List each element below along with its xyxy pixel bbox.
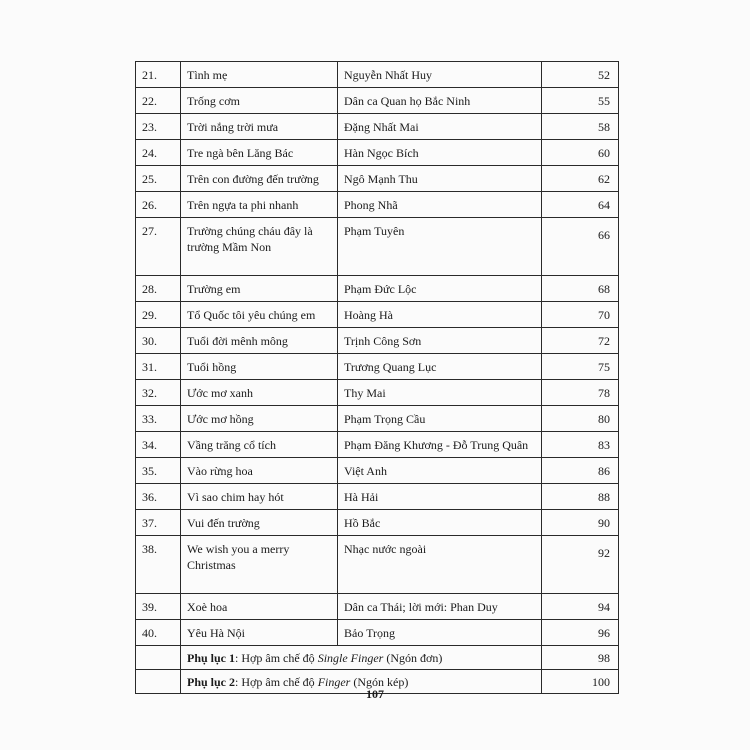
entry-number: 25. [136,166,181,192]
song-title: Ước mơ hồng [181,406,338,432]
song-author: Phạm Trọng Cầu [338,406,542,432]
song-title [181,536,338,594]
song-author: Dân ca Thái; lời mới: Phan Duy [338,594,542,620]
page-ref: 90 [542,510,619,536]
song-author: Phạm Đăng Khương - Đỗ Trung Quân [338,432,542,458]
song-author: Ngô Mạnh Thu [338,166,542,192]
song-title: Yêu Hà Nội [181,620,338,646]
page-ref: 68 [542,276,619,302]
song-title-line-1: Trường chúng cháu đây là [187,224,313,238]
song-author: Việt Anh [338,458,542,484]
table-row [136,484,619,510]
entry-number: 37. [136,510,181,536]
song-author: Đặng Nhất Mai [338,114,542,140]
entry-number: 30. [136,328,181,354]
table-row [136,218,619,276]
song-author: Trương Quang Lục [338,354,542,380]
page-ref: 75 [542,354,619,380]
page-number: 107 [366,687,384,701]
song-author: Trịnh Công Sơn [338,328,542,354]
entry-number: 22. [136,88,181,114]
song-author: Hồ Bắc [338,510,542,536]
page-ref: 94 [542,594,619,620]
entry-number: 36. [136,484,181,510]
page-ref: 83 [542,432,619,458]
entry-number: 27. [136,218,181,276]
song-author: Hà Hải [338,484,542,510]
page-ref: 52 [542,62,619,88]
table-row [136,620,619,646]
song-author: Nhạc nước ngoài [338,536,542,594]
song-title [181,218,338,276]
song-author: Hoàng Hà [338,302,542,328]
page-ref: 78 [542,380,619,406]
song-title-line-1: We wish you a merry [187,542,290,556]
table-row [136,114,619,140]
song-title: Tình mẹ [181,62,338,88]
appendix-suffix: (Ngón đơn) [383,650,443,665]
song-author: Nguyễn Nhất Huy [338,62,542,88]
entry-number: 24. [136,140,181,166]
page-ref: 92 [542,536,619,594]
page-ref: 100 [542,670,619,694]
song-author: Phong Nhã [338,192,542,218]
entry-number: 34. [136,432,181,458]
blank-cell [136,646,181,670]
song-title: Vào rừng hoa [181,458,338,484]
appendix-prefix: : Hợp âm chế độ [235,650,318,665]
page-ref: 72 [542,328,619,354]
page-ref: 98 [542,646,619,670]
page-ref: 64 [542,192,619,218]
song-title: Trời nắng trời mưa [181,114,338,140]
page-ref: 88 [542,484,619,510]
table-row [136,140,619,166]
table-row [136,88,619,114]
table-row [136,458,619,484]
table-row [136,536,619,594]
entry-number: 31. [136,354,181,380]
song-title: Xoè hoa [181,594,338,620]
song-title: Tuổi đời mênh mông [181,328,338,354]
song-author: Bảo Trọng [338,620,542,646]
page-ref: 62 [542,166,619,192]
song-author: Dân ca Quan họ Bắc Ninh [338,88,542,114]
song-title: Trường em [181,276,338,302]
song-title: Tuổi hồng [181,354,338,380]
song-title: Trên con đường đến trường [181,166,338,192]
song-title-line-2: trường Mầm Non [187,240,272,254]
entry-number: 32. [136,380,181,406]
entry-number: 38. [136,536,181,594]
entry-number: 33. [136,406,181,432]
page-ref: 80 [542,406,619,432]
entry-number: 39. [136,594,181,620]
page-ref: 86 [542,458,619,484]
table-row [136,432,619,458]
appendix-text [181,646,542,670]
song-title: Tre ngà bên Lăng Bác [181,140,338,166]
appendix-label: Phụ lục 2 [187,674,236,689]
table-row [136,62,619,88]
appendix-mode: Single Finger [317,650,384,665]
entry-number: 35. [136,458,181,484]
table-row [136,302,619,328]
appendix-row [136,646,619,670]
song-author: Thy Mai [338,380,542,406]
page-ref: 58 [542,114,619,140]
entry-number: 21. [136,62,181,88]
song-title: Tổ Quốc tôi yêu chúng em [181,302,338,328]
song-author: Phạm Đức Lộc [338,276,542,302]
song-author: Hàn Ngọc Bích [338,140,542,166]
page-ref: 66 [542,218,619,276]
song-title: Vì sao chim hay hót [181,484,338,510]
appendix-prefix: : Hợp âm chế độ [235,674,318,689]
table-row [136,328,619,354]
song-title: Ước mơ xanh [181,380,338,406]
page-ref: 96 [542,620,619,646]
table-row [136,594,619,620]
table-of-contents [135,61,619,694]
table-row [136,192,619,218]
song-title: Trống cơm [181,88,338,114]
table-row [136,380,619,406]
entry-number: 40. [136,620,181,646]
song-title: Vầng trăng cổ tích [181,432,338,458]
song-title: Trên ngựa ta phi nhanh [181,192,338,218]
song-title: Vui đến trường [181,510,338,536]
table-row [136,354,619,380]
entry-number: 29. [136,302,181,328]
song-title-line-2: Christmas [187,558,236,572]
entry-number: 26. [136,192,181,218]
entry-number: 28. [136,276,181,302]
page-ref: 70 [542,302,619,328]
table-row [136,276,619,302]
appendix-suffix: (Ngón kép) [350,674,409,689]
appendix-mode: Finger [317,674,351,689]
table-row [136,166,619,192]
appendix-label: Phụ lục 1 [187,650,236,665]
entry-number: 23. [136,114,181,140]
table-row [136,510,619,536]
page-ref: 60 [542,140,619,166]
table-row [136,406,619,432]
song-author: Phạm Tuyên [338,218,542,276]
page-ref: 55 [542,88,619,114]
